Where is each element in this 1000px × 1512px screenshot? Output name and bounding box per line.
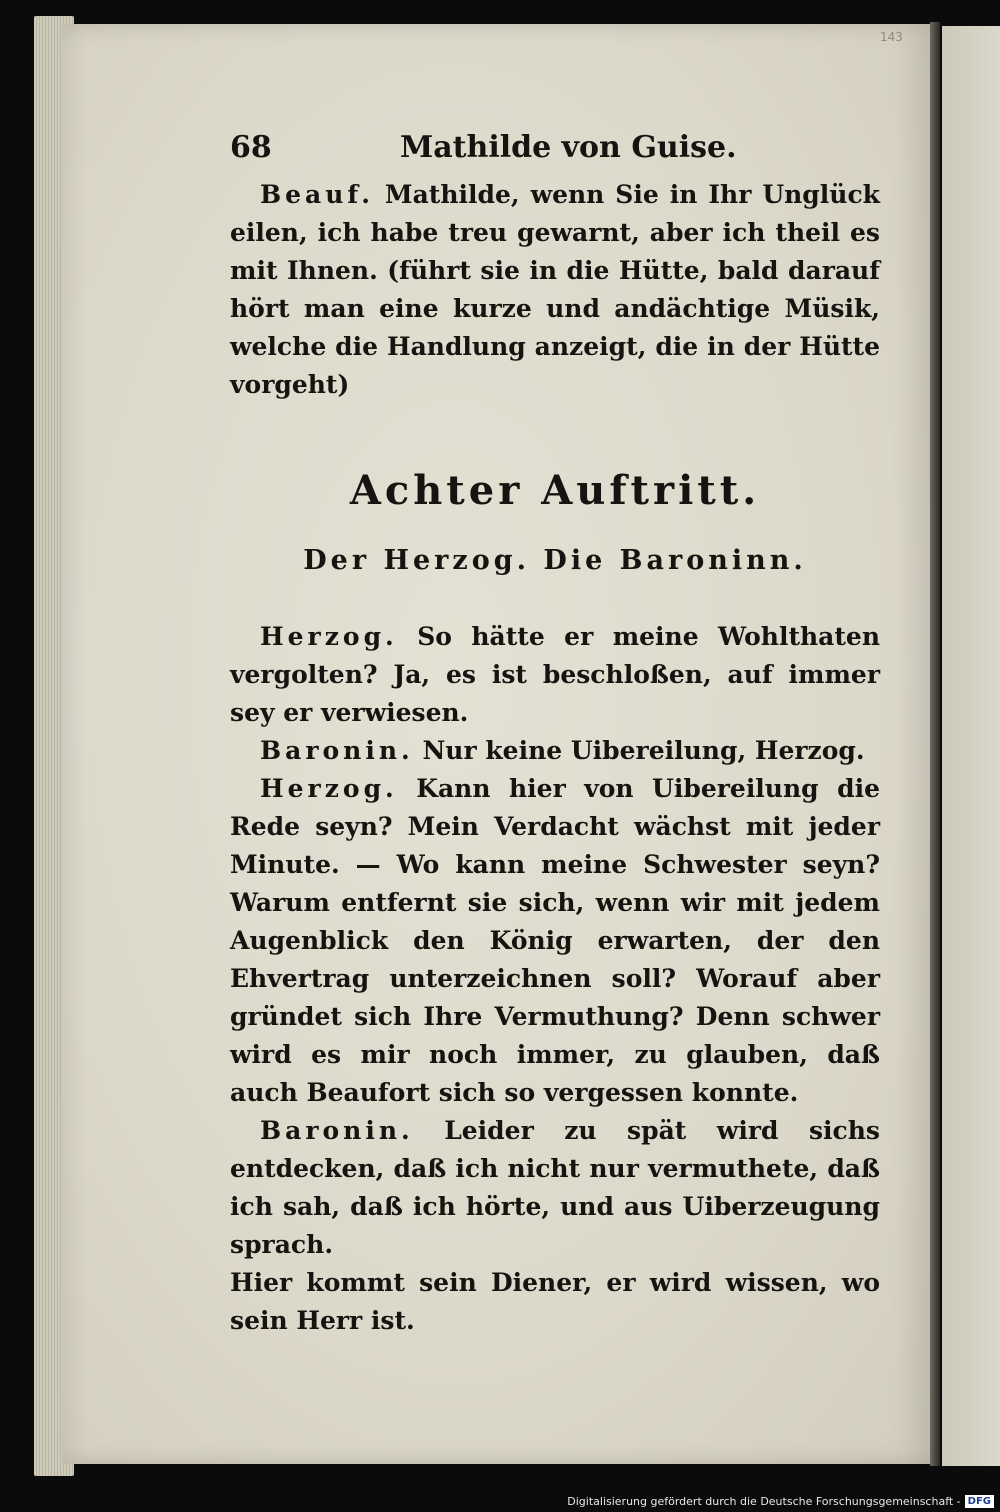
page-content <box>230 130 880 1340</box>
digitization-credit <box>567 1495 994 1508</box>
speech-text: Kann hier von Uibereilung die Rede seyn? Mein Verdacht wächst mit jeder Minute. — Wo kann meine Schwester seyn? Warum entfernt sie sich, wenn wir mit jedem Augenblick den König erwarten, der den Ehvertrag unterzeichnen soll? Worauf aber gründet sich Ihre Vermuthung? Denn schwer wird es mir noch immer, zu glauben, daß auch Beaufort sich so vergessen konnte. <box>230 774 880 1107</box>
page-number: 68 <box>230 130 272 165</box>
running-head <box>230 130 880 176</box>
speaker-name: Beauf. <box>260 180 374 209</box>
speech-baronin-2 <box>230 1112 880 1264</box>
speech-text: Nur keine Uibereilung, Herzog. <box>413 736 865 765</box>
speaker-name: Herzog. <box>260 774 398 803</box>
book-gutter <box>930 22 940 1466</box>
scene-heading: Achter Auftritt. <box>349 467 761 514</box>
dfg-logo-icon: DFG <box>965 1495 994 1508</box>
speech-beaufort <box>230 176 880 404</box>
speaker-name: Baronin. <box>260 1116 414 1145</box>
speech-herzog-1 <box>230 618 880 732</box>
speech-baronin-1 <box>230 732 880 770</box>
speech-text: Leider zu spät wird sichs entdecken, daß ich nicht nur vermuthete, daß ich sah, daß ich hörte, und aus Uiberzeugung sprach. <box>230 1116 880 1259</box>
speech-text: So hätte er meine Wohlthaten vergolten? Ja, es ist beschloßen, auf immer sey er verwiesen. <box>230 622 880 727</box>
facing-page-edge <box>942 26 1000 1466</box>
speaker-name: Baronin. <box>260 736 414 765</box>
scene-cast: Der Herzog. Die Baroninn. <box>303 545 807 576</box>
speech-text: Mathilde, wenn Sie in Ihr Unglück eilen, ich habe treu gewarnt, aber ich theil es mit Ihnen. (führt sie in die Hütte, bald darauf hört man eine kurze und andächtige Müsik, welche die Handlung anzeigt, die in der Hütte vorgeht) <box>230 180 880 399</box>
speech-baronin-continued: Hier kommt sein Diener, er wird wissen, wo sein Herr ist. <box>230 1268 880 1335</box>
credit-text: Digitalisierung gefördert durch die Deutsche Forschungsgemeinschaft - <box>567 1495 961 1508</box>
speaker-name: Herzog. <box>260 622 398 651</box>
speech-herzog-2 <box>230 770 880 1112</box>
corner-pencil-mark: 143 <box>880 30 903 44</box>
running-title: Mathilde von Guise. <box>400 130 737 165</box>
